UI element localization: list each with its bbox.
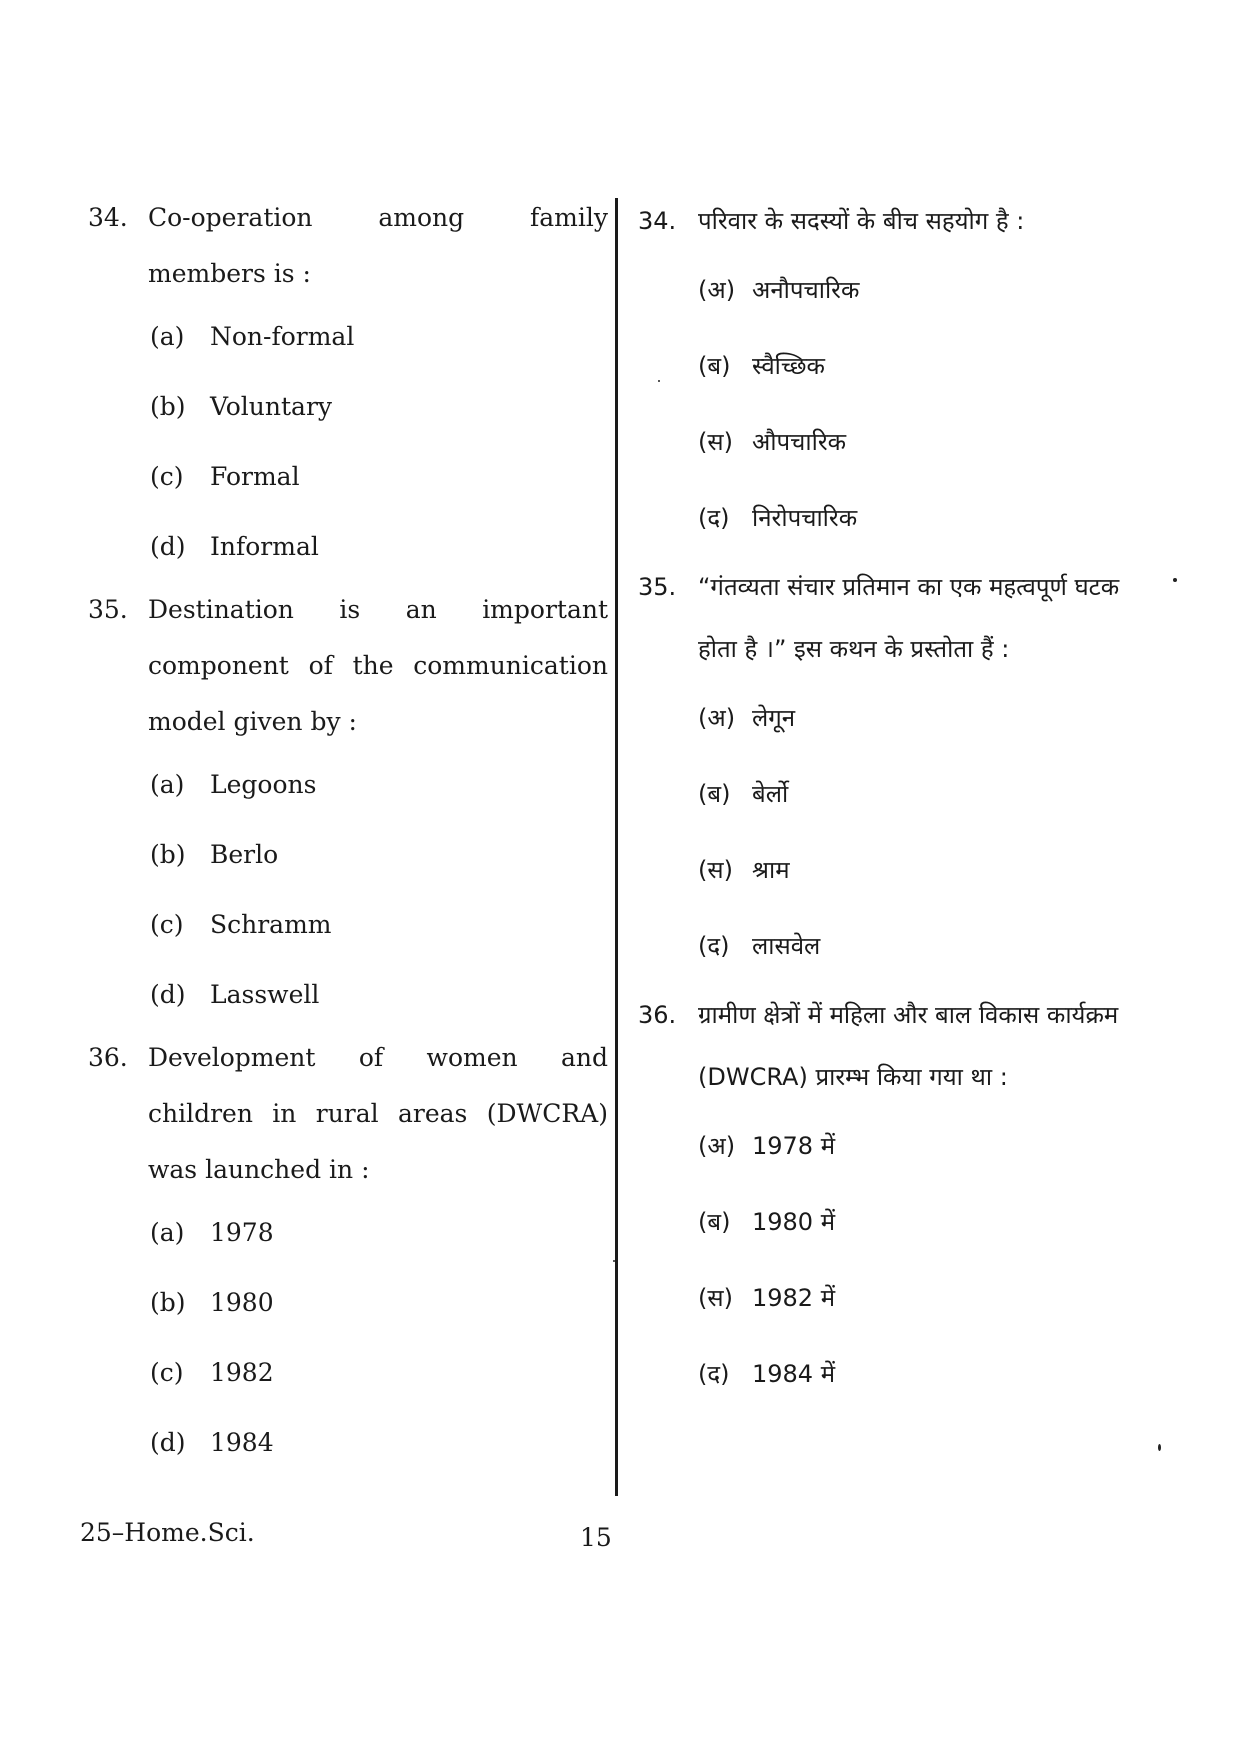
question-text: Co-operation among family members is :: [148, 203, 608, 288]
option-label: (ब): [698, 1208, 731, 1236]
option-text: Berlo: [210, 840, 279, 869]
option-text: Non-formal: [210, 322, 355, 351]
option-text: निरोपचारिक: [752, 504, 858, 532]
option-text: Schramm: [210, 910, 332, 939]
option-label: (द): [698, 504, 730, 532]
option-d: [150, 960, 608, 1030]
option-c: [150, 890, 608, 960]
option-label: (c): [150, 1358, 184, 1387]
option-b: [698, 328, 1148, 404]
question-number: 34.: [88, 203, 128, 232]
option-text: Voluntary: [210, 392, 333, 421]
option-text: लासवेल: [752, 932, 821, 960]
option-c: [698, 832, 1148, 908]
option-b: [698, 1184, 1148, 1260]
option-c: [698, 404, 1148, 480]
option-b: [150, 820, 608, 890]
paper-code: 25–Home.Sci.: [80, 1518, 255, 1547]
option-list: [88, 750, 608, 1030]
question-text: परिवार के सदस्यों के बीच सहयोग है :: [698, 207, 1025, 235]
question: [638, 556, 1148, 680]
option-label: (d): [150, 532, 186, 561]
question-number: 36.: [88, 1043, 128, 1072]
option-label: (द): [698, 1360, 730, 1388]
scan-speck: [1173, 578, 1177, 582]
option-d: [698, 908, 1148, 984]
option-label: (द): [698, 932, 730, 960]
option-d: [150, 1408, 608, 1478]
page-number: 15: [580, 1523, 612, 1552]
option-list: [638, 252, 1148, 556]
option-a: [150, 302, 608, 372]
option-b: [150, 372, 608, 442]
option-label: (अ): [698, 276, 736, 304]
question: [88, 582, 608, 750]
option-label: (स): [698, 1284, 733, 1312]
option-label: (अ): [698, 1132, 736, 1160]
question-34-hi: [638, 190, 1148, 556]
option-text: स्वैच्छिक: [752, 352, 825, 380]
option-text: 1984: [210, 1428, 274, 1457]
option-d: [150, 512, 608, 582]
option-a: [698, 1108, 1148, 1184]
option-text: 1978: [210, 1218, 274, 1247]
question-text: “गंतव्यता संचार प्रतिमान का एक महत्वपूर्ण घटक होता है ।” इस कथन के प्रस्तोता हैं :: [698, 573, 1120, 663]
question-36-hi: [638, 984, 1148, 1412]
option-text: 1978 में: [752, 1132, 836, 1160]
question-number: 35.: [88, 595, 128, 624]
option-text: श्राम: [752, 856, 790, 884]
option-text: Informal: [210, 532, 319, 561]
option-a: [698, 680, 1148, 756]
option-c: [150, 1338, 608, 1408]
option-a: [150, 750, 608, 820]
question-34-en: [88, 190, 608, 582]
hindi-column: [638, 190, 1148, 1412]
option-text: Formal: [210, 462, 300, 491]
option-label: (स): [698, 428, 733, 456]
option-text: बेर्लो: [752, 780, 789, 808]
question: [88, 190, 608, 302]
option-list: [638, 1108, 1148, 1412]
question: [638, 190, 1148, 252]
option-label: (a): [150, 1218, 185, 1247]
option-label: (b): [150, 392, 186, 421]
english-column: [88, 190, 608, 1478]
question-number: 35.: [638, 573, 677, 601]
option-text: 1980 में: [752, 1208, 836, 1236]
option-text: Lasswell: [210, 980, 320, 1009]
option-label: (b): [150, 1288, 186, 1317]
option-label: (a): [150, 770, 185, 799]
question-35-hi: [638, 556, 1148, 984]
question: [638, 984, 1148, 1108]
option-label: (c): [150, 462, 184, 491]
option-c: [150, 442, 608, 512]
option-d: [698, 1336, 1148, 1412]
option-text: लेगून: [752, 704, 796, 732]
option-label: (b): [150, 840, 186, 869]
option-text: अनौपचारिक: [752, 276, 860, 304]
option-a: [698, 252, 1148, 328]
question: [88, 1030, 608, 1198]
option-label: (स): [698, 856, 733, 884]
option-list: [88, 1198, 608, 1478]
option-label: (a): [150, 322, 185, 351]
option-b: [150, 1268, 608, 1338]
question-35-en: [88, 582, 608, 1030]
option-list: [638, 680, 1148, 984]
scan-speck: [1158, 1444, 1161, 1451]
option-text: औपचारिक: [752, 428, 847, 456]
option-label: (d): [150, 1428, 186, 1457]
option-text: 1984 में: [752, 1360, 836, 1388]
scan-speck: [613, 1260, 615, 1262]
option-text: 1980: [210, 1288, 274, 1317]
option-text: 1982 में: [752, 1284, 836, 1312]
scan-speck: [658, 380, 660, 382]
option-c: [698, 1260, 1148, 1336]
question-text: ग्रामीण क्षेत्रों में महिला और बाल विकास कार्यक्रम (DWCRA) प्रारम्भ किया गया था :: [698, 1001, 1119, 1091]
option-text: 1982: [210, 1358, 274, 1387]
option-label: (ब): [698, 780, 731, 808]
option-list: [88, 302, 608, 582]
question-number: 36.: [638, 1001, 677, 1029]
question-text: Development of women and children in rural areas (DWCRA) was launched in :: [148, 1043, 608, 1184]
option-label: (ब): [698, 352, 731, 380]
option-a: [150, 1198, 608, 1268]
column-divider: [615, 198, 618, 1496]
question-number: 34.: [638, 207, 677, 235]
option-d: [698, 480, 1148, 556]
question-text: Destination is an important component of the communication model given by :: [148, 595, 608, 736]
option-label: (अ): [698, 704, 736, 732]
option-label: (c): [150, 910, 184, 939]
option-b: [698, 756, 1148, 832]
option-label: (d): [150, 980, 186, 1009]
question-36-en: [88, 1030, 608, 1478]
option-text: Legoons: [210, 770, 317, 799]
